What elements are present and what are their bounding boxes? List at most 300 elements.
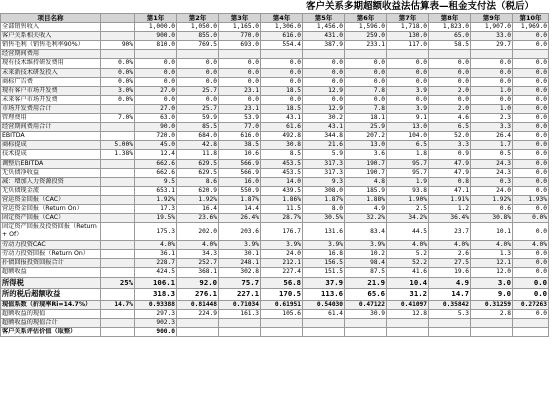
value-cell[interactable]: 207.2 <box>345 132 387 141</box>
value-cell[interactable]: 61.6 <box>261 123 303 132</box>
value-cell[interactable]: 1.92% <box>471 195 513 204</box>
value-cell[interactable]: 2.5 <box>387 204 429 213</box>
rate-cell[interactable]: 0.0% <box>101 68 135 77</box>
value-cell[interactable]: 769.5 <box>177 41 219 50</box>
value-cell[interactable]: 13.0 <box>345 141 387 150</box>
value-cell[interactable]: 4.0% <box>513 241 549 250</box>
value-cell[interactable]: 228.7 <box>135 259 177 268</box>
value-cell[interactable]: 52.0 <box>429 132 471 141</box>
row-label-cell[interactable]: 全部销售收入 <box>1 23 101 32</box>
value-cell[interactable]: 0.0 <box>177 95 219 104</box>
rate-cell[interactable] <box>101 132 135 141</box>
value-cell[interactable]: 0.0 <box>429 95 471 104</box>
value-cell[interactable]: 2.8 <box>471 309 513 318</box>
rate-cell[interactable] <box>101 289 135 301</box>
value-cell[interactable]: 4.9 <box>345 204 387 213</box>
value-cell[interactable]: 1,456.0 <box>303 23 345 32</box>
row-label-cell[interactable]: 技术提成 <box>1 150 101 159</box>
value-cell[interactable]: 16.0 <box>219 177 261 186</box>
value-cell[interactable]: 12.9 <box>303 86 345 95</box>
value-cell[interactable] <box>345 327 387 336</box>
value-cell[interactable]: 2.3 <box>471 114 513 123</box>
rate-cell[interactable]: 3.0% <box>101 86 135 95</box>
value-cell[interactable]: 0.0 <box>513 59 549 68</box>
value-cell[interactable]: 0.0 <box>513 95 549 104</box>
value-cell[interactable]: 1,907.0 <box>471 23 513 32</box>
value-cell[interactable]: 45.0 <box>135 141 177 150</box>
row-label-cell[interactable]: 扑债回报投资回报合计 <box>1 259 101 268</box>
value-cell[interactable]: 0.0 <box>513 259 549 268</box>
value-cell[interactable]: 900.0 <box>135 327 177 336</box>
value-cell[interactable]: 227.4 <box>261 268 303 277</box>
row-label-cell[interactable]: 经营期间费用 <box>1 50 101 59</box>
value-cell[interactable]: 6.5 <box>387 141 429 150</box>
value-cell[interactable]: 190.7 <box>345 159 387 168</box>
value-cell[interactable]: 0.0 <box>513 114 549 123</box>
rate-cell[interactable] <box>101 214 135 223</box>
value-cell[interactable]: 318.3 <box>135 289 177 301</box>
value-cell[interactable]: 27.5 <box>429 259 471 268</box>
value-cell[interactable]: 662.6 <box>135 159 177 168</box>
value-cell[interactable]: 0.0 <box>513 68 549 77</box>
value-cell[interactable]: 252.7 <box>177 259 219 268</box>
value-cell[interactable]: 170.5 <box>261 289 303 301</box>
value-cell[interactable]: 26.4% <box>219 214 261 223</box>
value-cell[interactable]: 0.0 <box>513 141 549 150</box>
rate-cell[interactable] <box>101 327 135 336</box>
value-cell[interactable]: 105.6 <box>261 309 303 318</box>
value-cell[interactable] <box>345 50 387 59</box>
value-cell[interactable]: 0.9 <box>429 150 471 159</box>
row-label-cell[interactable]: 管理费用 <box>1 114 101 123</box>
value-cell[interactable]: 2.6 <box>429 250 471 259</box>
value-cell[interactable]: 151.5 <box>303 268 345 277</box>
value-cell[interactable]: 212.1 <box>261 259 303 268</box>
value-cell[interactable] <box>177 327 219 336</box>
value-cell[interactable]: 0.0 <box>177 77 219 86</box>
value-cell[interactable]: 7.8 <box>345 104 387 113</box>
row-label-cell[interactable]: EBITDA <box>1 132 101 141</box>
value-cell[interactable]: 18.5 <box>261 104 303 113</box>
row-label-cell[interactable]: 商标提成 <box>1 141 101 150</box>
value-cell[interactable]: 4.0% <box>387 241 429 250</box>
column-header-year[interactable]: 第5年 <box>303 14 345 23</box>
value-cell[interactable]: 9.3 <box>303 177 345 186</box>
value-cell[interactable]: 0.0 <box>513 177 549 186</box>
value-cell[interactable]: 43.1 <box>303 123 345 132</box>
column-header-item[interactable]: 项目名称 <box>1 14 101 23</box>
value-cell[interactable]: 620.9 <box>177 186 219 195</box>
value-cell[interactable]: 0.0 <box>135 95 177 104</box>
value-cell[interactable]: 36.1 <box>135 250 177 259</box>
value-cell[interactable]: 248.1 <box>219 259 261 268</box>
value-cell[interactable]: 11.8 <box>177 150 219 159</box>
value-cell[interactable]: 720.0 <box>135 132 177 141</box>
value-cell[interactable]: 3.9 <box>387 104 429 113</box>
value-cell[interactable]: 25.7 <box>177 104 219 113</box>
value-cell[interactable]: 29.7 <box>471 41 513 50</box>
value-cell[interactable] <box>471 327 513 336</box>
value-cell[interactable]: 2.0 <box>429 104 471 113</box>
value-cell[interactable] <box>135 50 177 59</box>
value-cell[interactable] <box>303 327 345 336</box>
value-cell[interactable]: 23.6% <box>177 214 219 223</box>
value-cell[interactable]: 34.2% <box>387 214 429 223</box>
value-cell[interactable]: 32.2% <box>345 214 387 223</box>
value-cell[interactable] <box>219 327 261 336</box>
row-label-cell[interactable]: 所得税 <box>1 277 101 289</box>
value-cell[interactable]: 4.0% <box>471 241 513 250</box>
row-label-cell[interactable]: 减：增加人力资源投资 <box>1 177 101 186</box>
rate-cell[interactable] <box>101 318 135 327</box>
value-cell[interactable]: 95.7 <box>387 168 429 177</box>
row-label-cell[interactable]: 超额收益的现值合计 <box>1 318 101 327</box>
value-cell[interactable]: 19.5% <box>135 214 177 223</box>
value-cell[interactable]: 9.5 <box>135 177 177 186</box>
value-cell[interactable]: 1,306.0 <box>261 23 303 32</box>
value-cell[interactable]: 30.5% <box>303 214 345 223</box>
value-cell[interactable]: 0.0 <box>429 59 471 68</box>
rate-cell[interactable] <box>101 159 135 168</box>
value-cell[interactable] <box>513 327 549 336</box>
value-cell[interactable]: 0.0 <box>345 95 387 104</box>
row-label-cell[interactable]: 超额收益的现值 <box>1 309 101 318</box>
value-cell[interactable]: 38.5 <box>219 141 261 150</box>
value-cell[interactable]: 0.0 <box>219 59 261 68</box>
value-cell[interactable]: 0.0 <box>513 204 549 213</box>
value-cell[interactable]: 202.0 <box>177 223 219 241</box>
value-cell[interactable]: 629.5 <box>177 168 219 177</box>
value-cell[interactable]: 0.0 <box>513 86 549 95</box>
value-cell[interactable]: 61.4 <box>303 309 345 318</box>
value-cell[interactable]: 453.5 <box>261 159 303 168</box>
value-cell[interactable]: 23.1 <box>219 86 261 95</box>
value-cell[interactable]: 0.0 <box>177 68 219 77</box>
value-cell[interactable]: 1.92% <box>177 195 219 204</box>
rate-cell[interactable] <box>101 309 135 318</box>
value-cell[interactable] <box>513 318 549 327</box>
value-cell[interactable]: 3.9 <box>387 86 429 95</box>
value-cell[interactable]: 317.3 <box>303 159 345 168</box>
rate-cell[interactable]: 1.38% <box>101 150 135 159</box>
value-cell[interactable] <box>261 50 303 59</box>
value-cell[interactable]: 161.3 <box>219 309 261 318</box>
value-cell[interactable]: 0.0 <box>471 77 513 86</box>
value-cell[interactable]: 12.4 <box>135 150 177 159</box>
row-label-cell[interactable]: 所的税后超额收益 <box>1 289 101 301</box>
value-cell[interactable]: 131.6 <box>303 223 345 241</box>
value-cell[interactable]: 453.5 <box>261 168 303 177</box>
value-cell[interactable] <box>471 318 513 327</box>
value-cell[interactable]: 0.61951 <box>261 300 303 309</box>
value-cell[interactable] <box>387 318 429 327</box>
value-cell[interactable]: 106.1 <box>135 277 177 289</box>
value-cell[interactable]: 900.0 <box>135 32 177 41</box>
row-label-cell[interactable]: 劳动力投资回报（Return On） <box>1 250 101 259</box>
value-cell[interactable]: 53.9 <box>219 114 261 123</box>
value-cell[interactable]: 16.4 <box>177 204 219 213</box>
value-cell[interactable]: 3.9% <box>261 241 303 250</box>
value-cell[interactable]: 24.0 <box>261 250 303 259</box>
value-cell[interactable]: 684.0 <box>177 132 219 141</box>
value-cell[interactable]: 10.2 <box>345 250 387 259</box>
value-cell[interactable]: 902.3 <box>135 318 177 327</box>
value-cell[interactable]: 23.7 <box>429 223 471 241</box>
value-cell[interactable] <box>219 318 261 327</box>
rate-cell[interactable] <box>101 268 135 277</box>
value-cell[interactable]: 0.0 <box>513 104 549 113</box>
rate-cell[interactable] <box>101 186 135 195</box>
value-cell[interactable]: 0.0 <box>513 77 549 86</box>
value-cell[interactable]: 1.91% <box>429 195 471 204</box>
value-cell[interactable]: 19.6 <box>429 268 471 277</box>
value-cell[interactable]: 4.0% <box>177 241 219 250</box>
value-cell[interactable]: 439.5 <box>261 186 303 195</box>
value-cell[interactable]: 0.0 <box>429 77 471 86</box>
value-cell[interactable]: 0.0 <box>303 77 345 86</box>
value-cell[interactable]: 9.1 <box>387 114 429 123</box>
value-cell[interactable]: 4.0% <box>429 241 471 250</box>
column-header-year[interactable]: 第2年 <box>177 14 219 23</box>
value-cell[interactable]: 0.0 <box>513 32 549 41</box>
value-cell[interactable]: 190.7 <box>345 168 387 177</box>
value-cell[interactable]: 63.0 <box>135 114 177 123</box>
value-cell[interactable] <box>261 318 303 327</box>
value-cell[interactable]: 0.0 <box>261 95 303 104</box>
value-cell[interactable]: 1.2 <box>429 204 471 213</box>
value-cell[interactable]: 0.0 <box>513 41 549 50</box>
rate-cell[interactable] <box>101 250 135 259</box>
value-cell[interactable]: 0.41097 <box>387 300 429 309</box>
rate-cell[interactable]: 0.0% <box>101 59 135 68</box>
value-cell[interactable]: 368.1 <box>177 268 219 277</box>
value-cell[interactable]: 227.1 <box>219 289 261 301</box>
column-header-year[interactable]: 第9年 <box>471 14 513 23</box>
value-cell[interactable]: 0.27263 <box>513 300 549 309</box>
value-cell[interactable]: 11.5 <box>261 204 303 213</box>
value-cell[interactable]: 0.0 <box>135 68 177 77</box>
value-cell[interactable]: 662.6 <box>135 168 177 177</box>
value-cell[interactable]: 693.0 <box>219 41 261 50</box>
value-cell[interactable]: 44.5 <box>387 223 429 241</box>
value-cell[interactable]: 43.1 <box>261 114 303 123</box>
value-cell[interactable]: 25.9 <box>345 123 387 132</box>
value-cell[interactable]: 87.5 <box>345 268 387 277</box>
row-label-cell[interactable]: 固定资产回报及投资回报（Return + Of） <box>1 223 101 241</box>
rate-cell[interactable] <box>101 259 135 268</box>
value-cell[interactable]: 0.0 <box>261 77 303 86</box>
rate-cell[interactable] <box>101 177 135 186</box>
row-label-cell[interactable]: 无负债净收益 <box>1 168 101 177</box>
value-cell[interactable]: 30.9 <box>345 309 387 318</box>
value-cell[interactable]: 16.8 <box>303 250 345 259</box>
value-cell[interactable]: 75.7 <box>219 277 261 289</box>
value-cell[interactable]: 65.6 <box>345 289 387 301</box>
value-cell[interactable]: 0.0 <box>471 68 513 77</box>
value-cell[interactable]: 616.0 <box>261 32 303 41</box>
value-cell[interactable]: 28.7% <box>261 214 303 223</box>
value-cell[interactable]: 26.4 <box>471 132 513 141</box>
value-cell[interactable]: 0.0 <box>345 77 387 86</box>
value-cell[interactable]: 770.0 <box>219 32 261 41</box>
row-label-cell[interactable]: 未来新技术研发投入 <box>1 68 101 77</box>
value-cell[interactable]: 36.4% <box>429 214 471 223</box>
value-cell[interactable]: 0.0 <box>387 59 429 68</box>
value-cell[interactable]: 1.90% <box>387 195 429 204</box>
value-cell[interactable]: 156.5 <box>303 259 345 268</box>
value-cell[interactable]: 85.5 <box>177 123 219 132</box>
value-cell[interactable]: 77.0 <box>219 123 261 132</box>
value-cell[interactable] <box>345 318 387 327</box>
value-cell[interactable]: 203.6 <box>219 223 261 241</box>
value-cell[interactable] <box>177 50 219 59</box>
row-label-cell[interactable]: 现值系数（折现率Ri=14.7%） <box>1 300 101 309</box>
value-cell[interactable]: 175.3 <box>135 223 177 241</box>
value-cell[interactable]: 0.0 <box>387 95 429 104</box>
value-cell[interactable]: 31.2 <box>387 289 429 301</box>
value-cell[interactable]: 59.9 <box>177 114 219 123</box>
column-header-year[interactable]: 第8年 <box>429 14 471 23</box>
value-cell[interactable]: 0.0 <box>513 277 549 289</box>
value-cell[interactable]: 30.2 <box>303 114 345 123</box>
value-cell[interactable]: 1.93% <box>513 195 549 204</box>
value-cell[interactable]: 30.8% <box>471 214 513 223</box>
row-label-cell[interactable]: 客户关系相关收入 <box>1 32 101 41</box>
value-cell[interactable]: 113.6 <box>303 289 345 301</box>
value-cell[interactable]: 25.7 <box>177 86 219 95</box>
value-cell[interactable] <box>303 318 345 327</box>
value-cell[interactable]: 0.0 <box>513 268 549 277</box>
value-cell[interactable]: 387.9 <box>303 41 345 50</box>
value-cell[interactable]: 9.0 <box>471 289 513 301</box>
value-cell[interactable]: 52.2 <box>387 259 429 268</box>
column-header-year[interactable]: 第1年 <box>135 14 177 23</box>
value-cell[interactable]: 10.6 <box>219 150 261 159</box>
value-cell[interactable]: 554.4 <box>261 41 303 50</box>
value-cell[interactable]: 8.0 <box>303 204 345 213</box>
value-cell[interactable]: 30.8 <box>261 141 303 150</box>
value-cell[interactable]: 130.0 <box>387 32 429 41</box>
value-cell[interactable]: 1.8 <box>387 150 429 159</box>
value-cell[interactable]: 21.6 <box>303 141 345 150</box>
value-cell[interactable]: 0.0 <box>303 59 345 68</box>
value-cell[interactable]: 27.0 <box>135 86 177 95</box>
value-cell[interactable]: 117.0 <box>387 41 429 50</box>
value-cell[interactable]: 1,050.0 <box>177 23 219 32</box>
value-cell[interactable]: 0.47122 <box>345 300 387 309</box>
rate-cell[interactable] <box>101 32 135 41</box>
value-cell[interactable]: 8.6 <box>177 177 219 186</box>
value-cell[interactable] <box>429 50 471 59</box>
value-cell[interactable]: 3.0 <box>471 277 513 289</box>
value-cell[interactable]: 18.1 <box>345 114 387 123</box>
value-cell[interactable]: 0.0 <box>471 95 513 104</box>
column-header-year[interactable]: 第7年 <box>387 14 429 23</box>
value-cell[interactable]: 5.9 <box>303 150 345 159</box>
value-cell[interactable]: 93.8 <box>387 186 429 195</box>
value-cell[interactable]: 1.87% <box>219 195 261 204</box>
value-cell[interactable]: 302.8 <box>219 268 261 277</box>
value-cell[interactable]: 0.0 <box>513 159 549 168</box>
value-cell[interactable]: 1.92% <box>135 195 177 204</box>
row-label-cell[interactable]: 无负债现金流 <box>1 186 101 195</box>
value-cell[interactable]: 317.3 <box>303 168 345 177</box>
row-label-cell[interactable]: 超额收益 <box>1 268 101 277</box>
value-cell[interactable]: 0.0 <box>345 68 387 77</box>
value-cell[interactable] <box>471 50 513 59</box>
value-cell[interactable]: 810.0 <box>135 41 177 50</box>
value-cell[interactable] <box>303 50 345 59</box>
value-cell[interactable]: 3.9% <box>219 241 261 250</box>
rate-cell[interactable] <box>101 50 135 59</box>
row-label-cell[interactable]: 经营期间费用合计 <box>1 123 101 132</box>
value-cell[interactable]: 104.0 <box>387 132 429 141</box>
value-cell[interactable]: 0.0 <box>303 95 345 104</box>
value-cell[interactable]: 0.0 <box>261 59 303 68</box>
rate-cell[interactable] <box>101 123 135 132</box>
row-label-cell[interactable]: 销售毛利（销售毛利率90%） <box>1 41 101 50</box>
value-cell[interactable]: 0.0 <box>135 77 177 86</box>
value-cell[interactable]: 0.0 <box>513 289 549 301</box>
value-cell[interactable]: 4.8 <box>345 177 387 186</box>
value-cell[interactable]: 1.9 <box>387 177 429 186</box>
value-cell[interactable] <box>513 50 549 59</box>
value-cell[interactable]: 7.8 <box>345 86 387 95</box>
value-cell[interactable]: 0.0 <box>429 68 471 77</box>
value-cell[interactable]: 0.0 <box>219 95 261 104</box>
value-cell[interactable]: 3.9% <box>345 241 387 250</box>
value-cell[interactable]: 1,165.0 <box>219 23 261 32</box>
value-cell[interactable]: 0.0 <box>513 168 549 177</box>
value-cell[interactable]: 8.5 <box>261 150 303 159</box>
value-cell[interactable]: 12.1 <box>471 259 513 268</box>
value-cell[interactable]: 616.0 <box>219 132 261 141</box>
value-cell[interactable]: 0.0 <box>345 59 387 68</box>
value-cell[interactable]: 1,823.0 <box>429 23 471 32</box>
row-label-cell[interactable]: 劳动力投资CAC <box>1 241 101 250</box>
row-label-cell[interactable]: 营运资金回报（CAC） <box>1 195 101 204</box>
row-label-cell[interactable]: 未来客户市场开发费 <box>1 95 101 104</box>
value-cell[interactable]: 47.1 <box>429 186 471 195</box>
value-cell[interactable]: 6.5 <box>429 123 471 132</box>
value-cell[interactable]: 0.35842 <box>429 300 471 309</box>
value-cell[interactable]: 424.5 <box>135 268 177 277</box>
value-cell[interactable]: 0.54030 <box>303 300 345 309</box>
column-header-year[interactable]: 第4年 <box>261 14 303 23</box>
value-cell[interactable]: 629.5 <box>177 159 219 168</box>
value-cell[interactable]: 1.0 <box>471 86 513 95</box>
value-cell[interactable]: 0.0 <box>219 68 261 77</box>
value-cell[interactable]: 24.3 <box>471 159 513 168</box>
value-cell[interactable]: 653.1 <box>135 186 177 195</box>
value-cell[interactable]: 0.0 <box>513 132 549 141</box>
value-cell[interactable]: 0.81448 <box>177 300 219 309</box>
value-cell[interactable]: 0.0 <box>177 59 219 68</box>
column-header-year[interactable] <box>101 14 135 23</box>
value-cell[interactable]: 24.0 <box>471 186 513 195</box>
value-cell[interactable]: 14.4 <box>219 204 261 213</box>
value-cell[interactable]: 0.0 <box>513 186 549 195</box>
rate-cell[interactable]: 25% <box>101 277 135 289</box>
value-cell[interactable]: 308.0 <box>303 186 345 195</box>
value-cell[interactable]: 14.0 <box>261 177 303 186</box>
value-cell[interactable]: 3.3 <box>429 141 471 150</box>
value-cell[interactable]: 0.0 <box>303 68 345 77</box>
value-cell[interactable]: 1.3 <box>471 250 513 259</box>
value-cell[interactable]: 1.7 <box>471 141 513 150</box>
value-cell[interactable]: 90.0 <box>135 123 177 132</box>
value-cell[interactable]: 0.5 <box>471 150 513 159</box>
